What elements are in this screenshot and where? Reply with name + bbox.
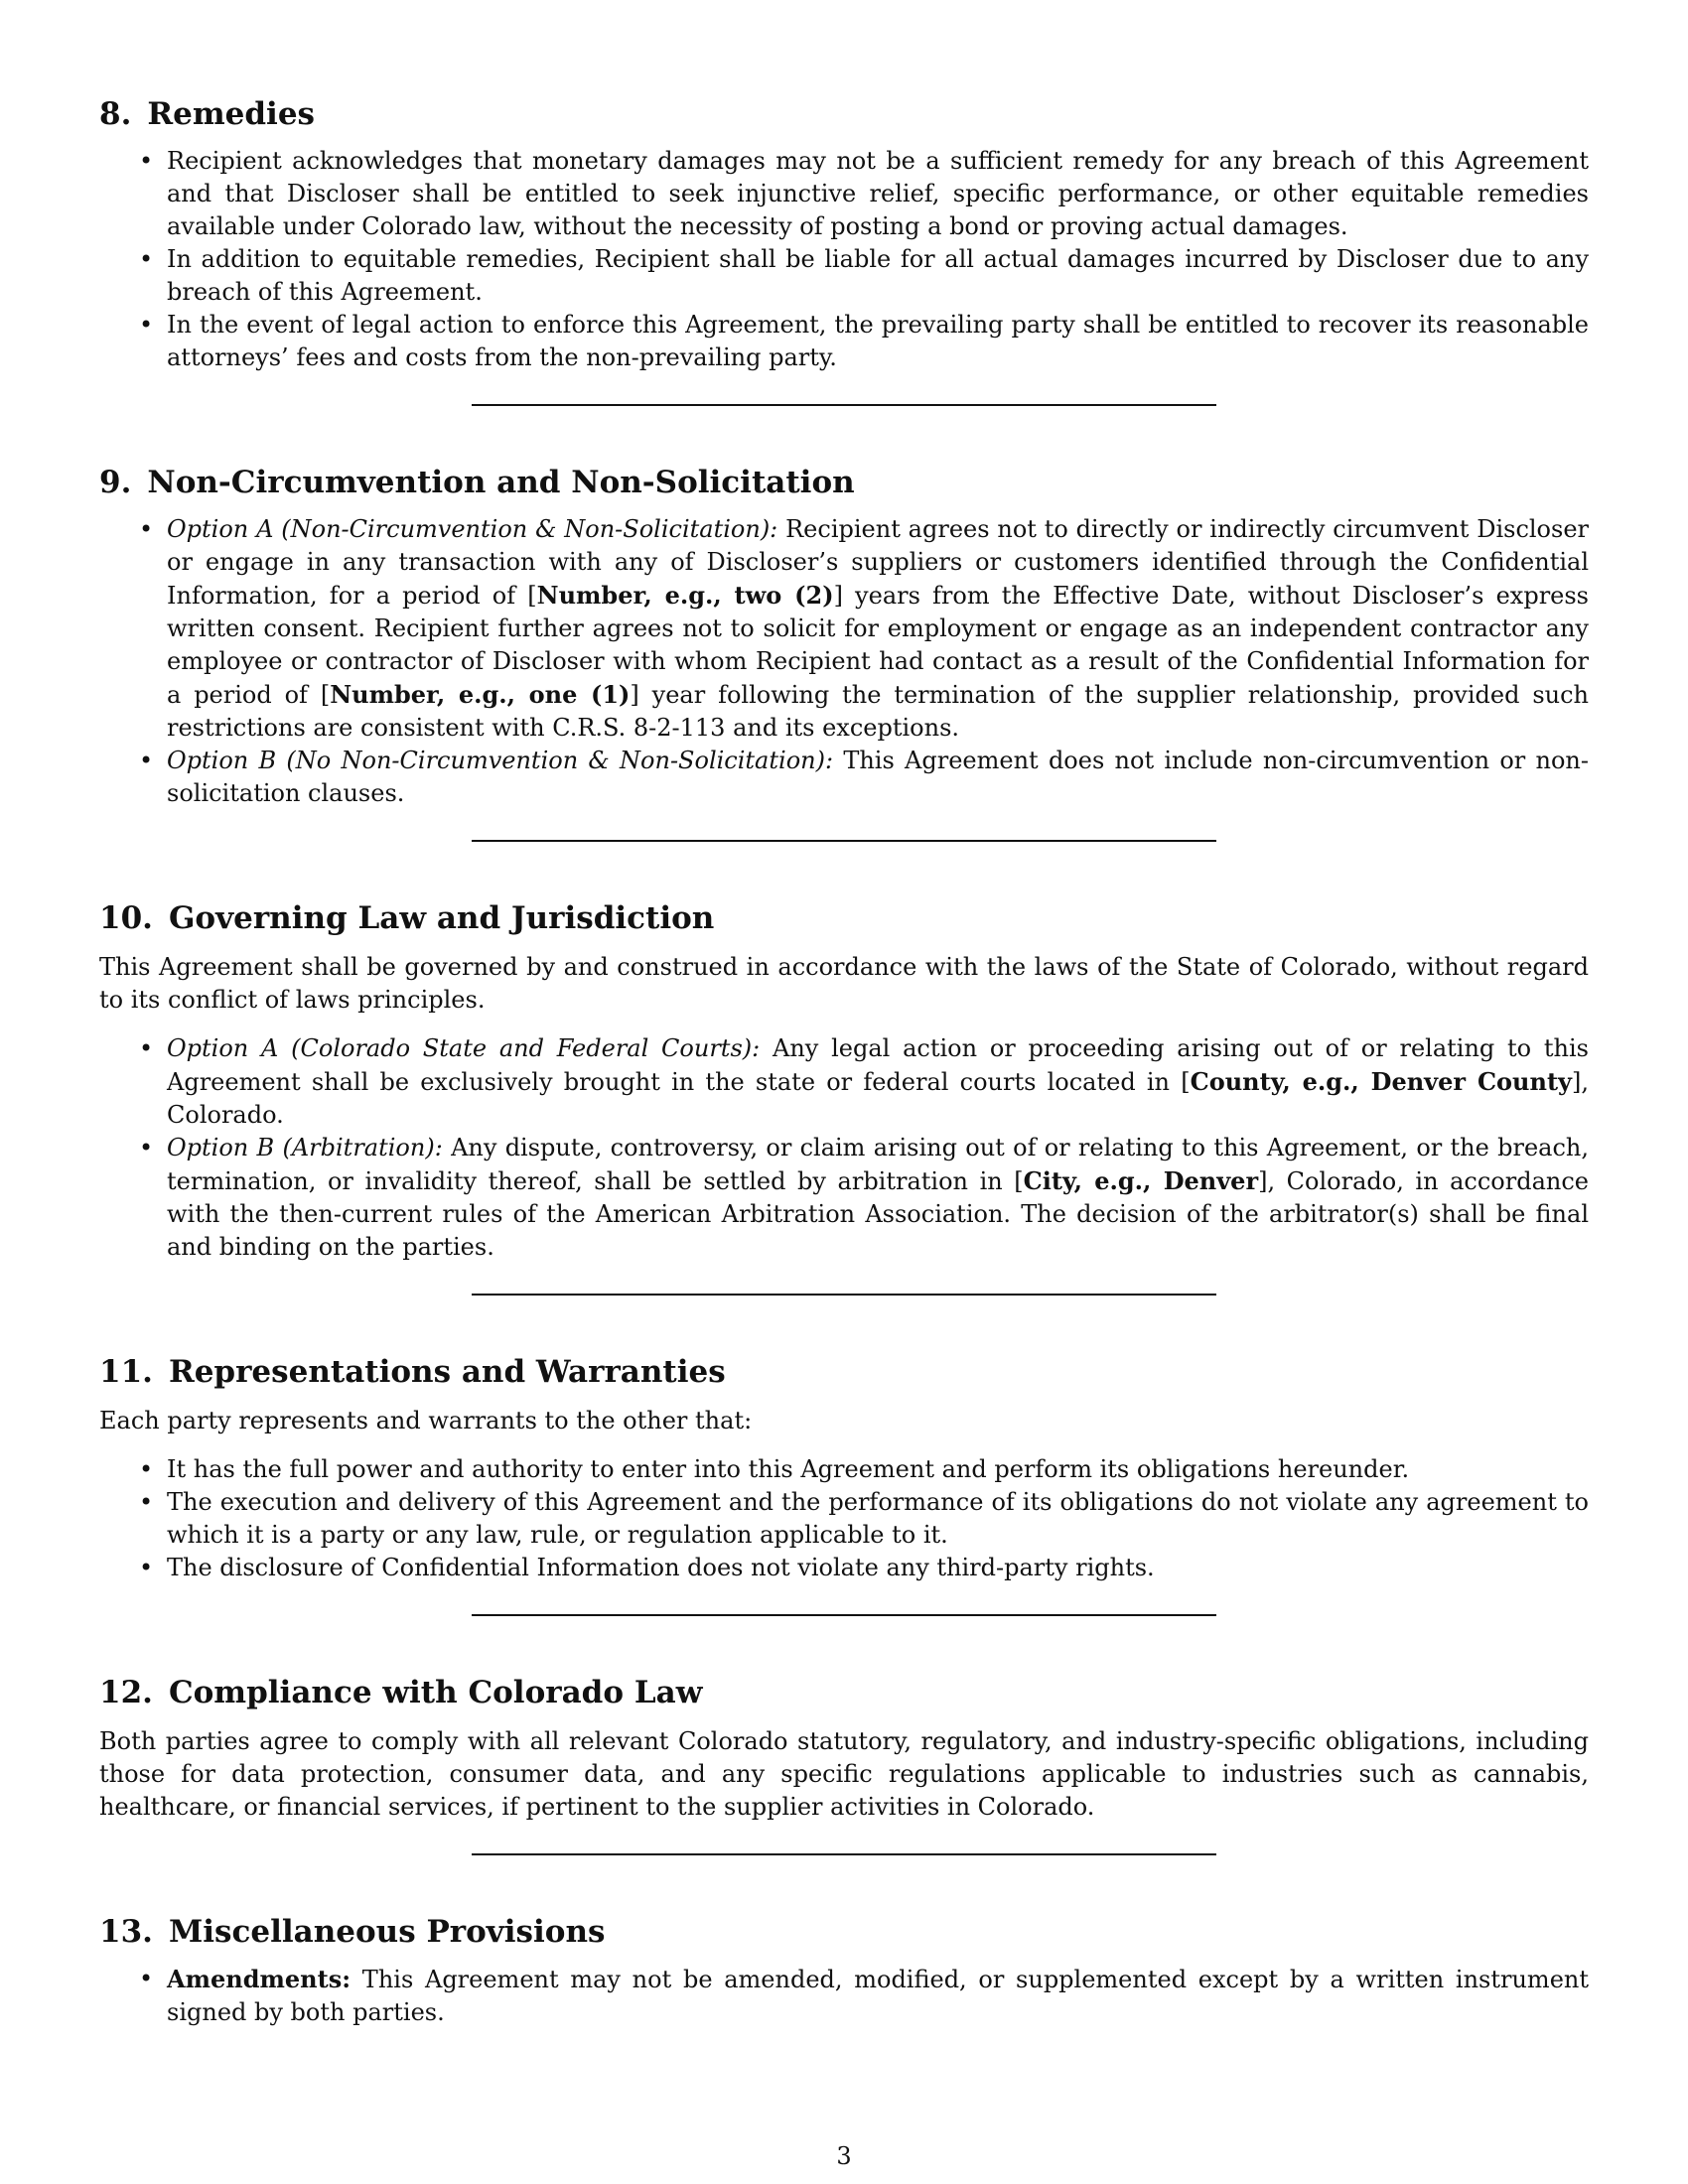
non-circumvention-options [99,513,1589,810]
option-label: Option A (Non-Circumvention & Non-Solicitation): [167,515,778,543]
list-item-option-b: • Option B (No Non-Circumvention & Non-Solicitation): This Agreement does not include non-circumvention or non-solicitation clauses. [167,745,1589,810]
document-page [99,95,1589,2029]
placeholder-term: County, e.g., Denver County [1190,1067,1572,1096]
section-remedies [99,95,1589,374]
section-miscellaneous [99,1913,1589,2029]
list-item: • In the event of legal action to enforce this Agreement, the prevailing party shall be entitled to recover its reasonable attorneys’ fees and costs from the non-prevailing party. [167,309,1589,374]
section-heading: 8. Remedies [99,96,316,132]
section-governing-law [99,899,1589,1264]
section-divider [472,404,1216,406]
placeholder-term: Number, e.g., two (2) [536,581,834,610]
option-label: Option A (Colorado State and Federal Courts): [167,1034,761,1062]
remedies-list [99,145,1589,374]
section-heading: 12. Compliance with Colorado Law [99,1675,703,1710]
section-divider [472,1853,1216,1855]
provision-label: Amendments: [167,1965,352,1993]
warranties-list [99,1453,1589,1584]
miscellaneous-list [99,1963,1589,2029]
jurisdiction-options [99,1032,1589,1264]
list-item-option-b: • Option B (Arbitration): Any dispute, controversy, or claim arising out of or relating to this Agreement, or the breach, termination, or invalidity thereof, shall be settled by arbitration in [City, e.g., Denver], Colorado, in accordance with the then-current rules of the American Arbitration Association. The decision of the arbitrator(s) shall be final and binding on the parties. [167,1132,1589,1264]
section-divider [472,840,1216,842]
placeholder-term: Number, e.g., one (1) [330,680,631,709]
section-heading: 11. Representations and Warranties [99,1354,726,1390]
list-item-option-a: • Option A (Colorado State and Federal Courts): Any legal action or proceeding arising out of or relating to this Agreement shall be exclusively brought in the state or federal courts located in [County, e.g., Denver County], Colorado. [167,1032,1589,1132]
section-non-circumvention [99,464,1589,810]
list-item-option-a: • Option A (Non-Circumvention & Non-Solicitation): Recipient agrees not to directly or indirectly circumvent Discloser or engage in any transaction with any of Discloser’s suppliers or customers identified through the Confidential Information, for a period of [Number, e.g., two (2)] years from the Effective Date, without Discloser’s express written consent. Recipient further agrees not to solicit for employment or engage as an independent contractor any employee or contractor of Discloser with whom Recipient had contact as a result of the Confidential Information for a period of [Number, e.g., one (1)] year following the termination of the supplier relationship, provided such restrictions are consistent with C.R.S. 8-2-113 and its exceptions. [167,513,1589,745]
page-number: 3 [836,2142,852,2170]
section-compliance [99,1674,1589,1824]
option-label: Option B (No Non-Circumvention & Non-Solicitation): [167,747,834,774]
section-intro: Both parties agree to comply with all relevant Colorado statutory, regulatory, and industry-specific obligations, including those for data protection, consumer data, and any specific regulations applicable to industries such as cannabis, healthcare, or financial services, if pertinent to the supplier activities in Colorado. [99,1727,1589,1821]
list-item: • The disclosure of Confidential Information does not violate any third-party rights. [167,1552,1589,1584]
list-item: • Recipient acknowledges that monetary damages may not be a sufficient remedy for any breach of this Agreement and that Discloser shall be entitled to seek injunctive relief, specific performance, or other equitable remedies available under Colorado law, without the necessity of posting a bond or proving actual damages. [167,145,1589,243]
list-item: • The execution and delivery of this Agreement and the performance of its obligations do not violate any agreement to which it is a party or any law, rule, or regulation applicable to it. [167,1486,1589,1552]
placeholder-term: City, e.g., Denver [1023,1166,1259,1195]
section-intro: Each party represents and warrants to the other that: [99,1407,753,1434]
section-representations [99,1353,1589,1584]
list-item: • In addition to equitable remedies, Recipient shall be liable for all actual damages incurred by Discloser due to any breach of this Agreement. [167,243,1589,309]
section-divider [472,1614,1216,1616]
section-heading: 10. Governing Law and Jurisdiction [99,900,715,936]
section-divider [472,1294,1216,1296]
section-intro: This Agreement shall be governed by and construed in accordance with the laws of the State of Colorado, without regard to its conflict of laws principles. [99,953,1589,1014]
list-item-amendments: • Amendments: This Agreement may not be amended, modified, or supplemented except by a written instrument signed by both parties. [167,1963,1589,2029]
section-heading: 13. Miscellaneous Provisions [99,1914,606,1950]
section-heading: 9. Non-Circumvention and Non-Solicitation [99,465,855,500]
option-label: Option B (Arbitration): [167,1134,443,1161]
list-item: • It has the full power and authority to enter into this Agreement and perform its obligations hereunder. [167,1453,1589,1486]
